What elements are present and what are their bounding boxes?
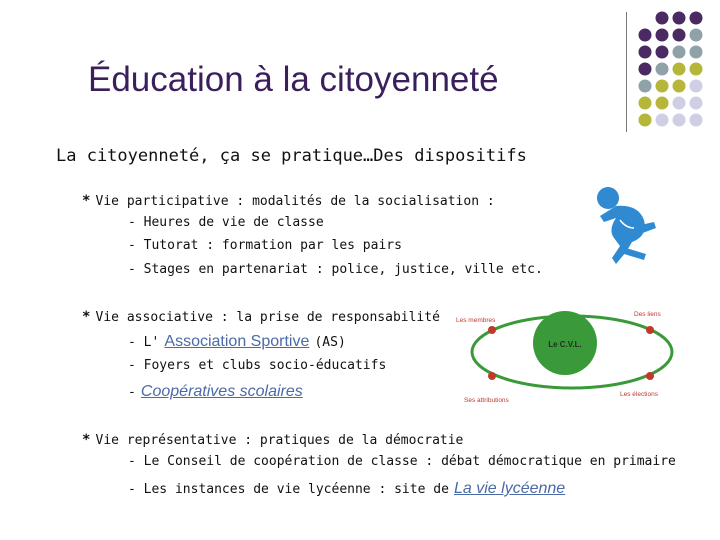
list-item: - Les instances de vie lycéenne : site de La vie lycéenne xyxy=(128,480,566,497)
decorative-dot xyxy=(656,97,669,110)
decorative-dot xyxy=(639,63,652,76)
page-subtitle: La citoyenneté, ça se pratique…Des dispositifs xyxy=(56,146,527,166)
decorative-dot xyxy=(690,80,703,93)
decorative-dot xyxy=(690,46,703,59)
decorative-dot xyxy=(639,29,652,42)
list-item: - Foyers et clubs socio-éducatifs xyxy=(128,358,387,373)
list-item: - Le Conseil de coopération de classe : débat démocratique en primaire xyxy=(128,454,676,469)
diagram-node xyxy=(646,372,654,380)
decorative-dot xyxy=(673,63,686,76)
bullet-star: * xyxy=(82,193,91,209)
list-item: - Coopératives scolaires xyxy=(128,383,303,400)
decorative-dot xyxy=(673,97,686,110)
cvl-center-label: Le C.V.L. xyxy=(548,340,582,349)
decorative-dot xyxy=(673,12,686,25)
list-item: - L' Association Sportive (AS) xyxy=(128,333,346,350)
decorative-dot xyxy=(639,80,652,93)
diagram-node xyxy=(488,326,496,334)
vie-lyceenne-link[interactable]: La vie lycéenne xyxy=(454,480,566,497)
decorative-dot xyxy=(639,114,652,127)
diagram-label-liens: Des liens xyxy=(634,311,661,318)
decorative-dot xyxy=(690,114,703,127)
decorative-dot xyxy=(690,97,703,110)
bullet-star: * xyxy=(82,432,91,448)
decorative-dot xyxy=(639,97,652,110)
decorative-dot xyxy=(690,12,703,25)
diagram-label-membres: Les membres xyxy=(456,317,496,324)
association-sportive-link[interactable]: Association Sportive xyxy=(164,333,310,350)
list-item: - Heures de vie de classe xyxy=(128,215,324,230)
section-associative-heading: * Vie associative : la prise de responsabilité xyxy=(82,309,440,325)
decorative-dot xyxy=(656,63,669,76)
decorative-dot xyxy=(673,80,686,93)
decorative-dot xyxy=(690,63,703,76)
decorative-dot xyxy=(639,46,652,59)
decorative-dot xyxy=(656,114,669,127)
bullet-star: * xyxy=(82,309,91,325)
decorative-dot xyxy=(673,29,686,42)
cvl-diagram xyxy=(450,300,690,412)
cooperatives-scolaires-link[interactable]: Coopératives scolaires xyxy=(140,383,303,400)
section-participative-heading: * Vie participative : modalités de la socialisation : xyxy=(82,193,495,209)
section-representative-heading: * Vie représentative : pratiques de la démocratie xyxy=(82,432,464,448)
diagram-label-elections: Les élections xyxy=(620,391,658,398)
decorative-divider xyxy=(626,12,627,132)
diagram-node xyxy=(646,326,654,334)
running-figure-icon xyxy=(586,182,666,270)
list-item: - Tutorat : formation par les pairs xyxy=(128,238,402,253)
diagram-label-attributions: Ses attributions xyxy=(464,397,509,404)
page-title: Éducation à la citoyenneté xyxy=(88,60,499,99)
diagram-node xyxy=(488,372,496,380)
decorative-dot xyxy=(673,46,686,59)
decorative-dot xyxy=(656,12,669,25)
decorative-dot xyxy=(690,29,703,42)
decorative-dot xyxy=(673,114,686,127)
decorative-dot xyxy=(656,29,669,42)
decorative-dot xyxy=(656,46,669,59)
list-item: - Stages en partenariat : police, justice, ville etc. xyxy=(128,262,543,277)
decorative-dot xyxy=(656,80,669,93)
